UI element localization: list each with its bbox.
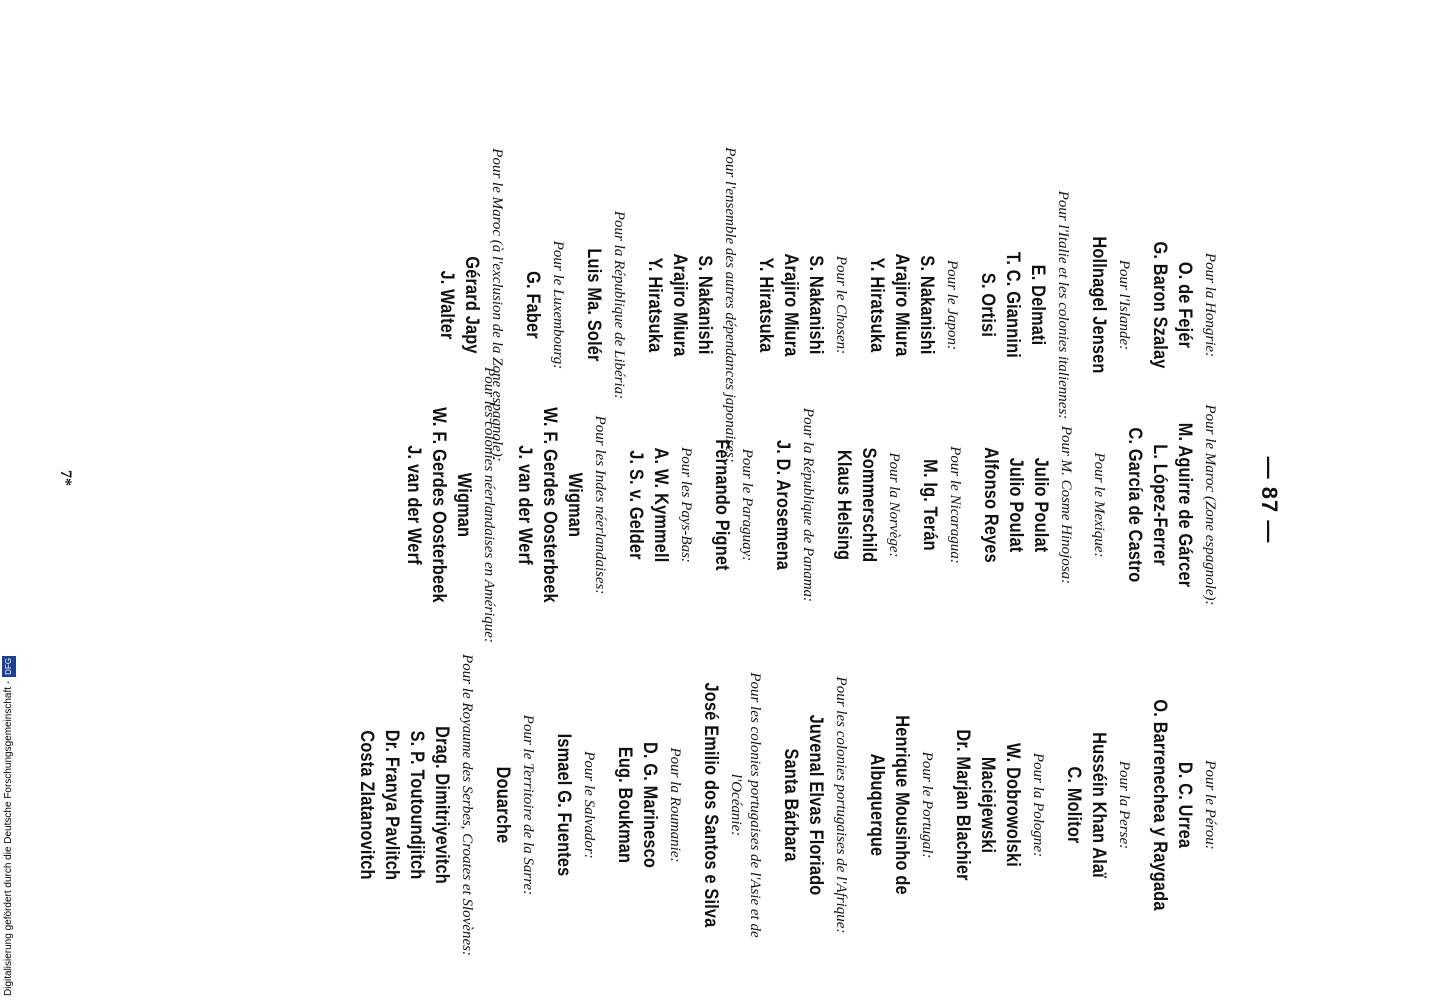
signatory-name: Arajiro Miura [780,253,801,357]
country-heading: Pour l'Islande: [1116,259,1132,351]
signatory-name: Arajiro Miura [891,253,912,357]
signatory-name: Wigman [453,472,474,538]
signatory-name: Luis Ma. Solér [583,248,604,362]
signatory-name: Hollnagel Jensen [1088,236,1109,374]
country-heading: Pour le Salvador: [581,751,597,859]
signature-block [551,645,598,965]
signatory-name: Eug. Boukman [614,746,635,864]
signatory-name: S. Ortisi [977,272,998,338]
signatory-name: O. de Fejér [1174,261,1195,349]
signatory-name: Fernando Pignet [711,439,732,571]
signatory-name: D. G. Marinesco [639,741,660,869]
signatory-name: Douarche [492,766,513,844]
signatory-name: Husséin Khan Alaï [1088,732,1109,878]
signatory-name: Maciejewski [977,756,998,854]
country-heading: Pour la Roumanie: [667,747,683,863]
signatory-name: Y. Hiratsuka [866,257,887,353]
signatory-name: W. Dobrowolski [1002,742,1023,868]
country-heading: Pour les colonies portugaises de l'Asie et de l'Océanie: [728,672,763,938]
banner-text-line [2,606,16,996]
signatory-name: L. López-Ferrer [1149,444,1170,566]
signatory-name: T. C. Giannini [1002,252,1023,358]
signature-block [978,345,1075,665]
signatory-name: M. Aguirre de Gárcer [1174,422,1195,588]
country-heading: Pour le Luxembourg: [550,240,566,370]
signatory-name: Ismael G. Fuentes [553,733,574,877]
signatory-name: J. S. v. Gelder [625,450,646,560]
signature-block [1147,645,1219,965]
signatory-name: O. Barrenechea y Raygada [1149,699,1170,911]
country-heading: Pour le Nicaragua: [947,446,963,564]
signatory-name: C. García de Castro [1124,427,1145,583]
country-heading: Pour le Japon: [944,260,960,350]
page-number: — 87 — [1257,456,1282,544]
signatory-name: Santa Bárbara [780,748,801,862]
signatory-name: Sommerschild [858,447,879,563]
signature-block [1089,345,1108,665]
signature-block [1061,645,1133,965]
country-heading: Pour M. Cosme Hinojosa: [1058,425,1074,585]
footer-mark: 7* [57,470,74,486]
country-heading: Pour la République de Libéria: [611,210,627,400]
signatory-name: Gérard Japy [461,256,482,354]
signatory-name: Drag. Dimitriyevitch [431,726,452,884]
country-heading: Pour la République de Panama: [800,407,816,603]
signatory-name: A. W. Kymmell [650,447,671,563]
digitization-banner [2,606,16,996]
signatory-name: Julio Poulat [1005,457,1026,553]
signatory-name: G. Faber [522,271,543,339]
country-heading: Pour la Norvège: [886,452,902,558]
country-heading: Pour le Pérou: [1202,760,1218,850]
signatory-name: Julio Poulat [1030,457,1051,553]
signatory-name: C. Molitor [1063,766,1084,844]
signatory-name: J. van der Werf [514,445,535,565]
dfg-logo: DFG [2,656,16,677]
signature-block [623,345,695,665]
signatory-name: Albuquerque [866,753,887,857]
country-heading: Pour les colonies portugaises de l'Afrique: [833,676,849,934]
signatory-name: S. Nakanishi [805,255,826,355]
signatory-name: M. Ig. Terán [919,459,940,551]
signatory-name: D. C. Urrea [1174,761,1195,849]
signatory-name: W. F. Gerdes Oosterbeek [428,407,449,603]
signatory-name: J. van der Werf [403,445,424,565]
signature-block [354,645,476,965]
signatory-name: J. Walter [436,270,457,340]
signature-block [778,645,850,965]
country-heading: Pour le Territoire de la Sarre: [520,714,536,896]
signatory-name: Henrique Mousinho de [891,715,912,895]
banner-text: Digitalisierung gefördert durch die Deutsche Forschungsgemeinschaft - [3,680,14,996]
country-heading: Pour le Royaume des Serbes, Croates et Slovènes: [459,654,475,956]
country-heading: Pour le Maroc (Zone espagnole): [1202,404,1218,606]
signature-block [1122,345,1219,665]
signatory-name: S. Nakanishi [916,255,937,355]
signatory-name: Klaus Helsing [833,449,854,561]
country-heading: Pour l'Italie et les colonies italiennes: [1055,190,1071,420]
signatory-name: Arajiro Miura [669,253,690,357]
country-heading: Pour la Hongrie: [1202,252,1218,358]
country-heading: Pour la Pologne: [1030,752,1046,858]
signatory-name: S. Nakanishi [694,255,715,355]
country-heading: Pour les Indes néerlandaises: [592,415,608,595]
signatory-name: Alfonso Reyes [980,447,1001,563]
signatory-name: J. D. Arosemena [772,439,793,571]
signatory-name: Juvenal Elvas Floriado [805,714,826,896]
signature-block [490,645,537,965]
signature-block [864,645,936,965]
signatory-name: Y. Hiratsuka [755,257,776,353]
signatory-name: S. P. Toutoundjitch [406,730,427,880]
country-heading: Pour la Perse: [1116,760,1132,850]
signatory-name: José Emilio dos Santos e Silva [700,682,721,928]
signatory-name: Dr. Franya Pavlitch [381,729,402,881]
signatory-name: Costa Zlatanovitch [356,730,377,880]
signature-block [917,345,964,665]
signature-block [698,645,764,965]
signature-block [770,345,817,665]
signature-column-right [340,645,1219,965]
signature-column-middle [387,345,1219,665]
signature-block [612,645,684,965]
country-heading: Pour le Paraguay: [739,448,755,562]
signatory-name: E. Delmati [1027,264,1048,346]
signatory-name: Y. Hiratsuka [644,257,665,353]
signatory-name: Dr. Marjan Blachier [952,729,973,881]
country-heading: Pour le Mexique: [1091,452,1107,558]
country-heading: Pour les colonies néerlandaises en Amérique: [481,367,497,643]
signature-block [950,645,1047,965]
signature-block [401,345,498,665]
country-heading: Pour le Portugal: [919,751,935,859]
country-heading: Pour les Pays-Bas: [678,447,694,563]
signature-block [512,345,609,665]
signature-block [709,345,756,665]
signatory-name: Wigman [564,472,585,538]
country-heading: Pour l'ensemble des autres dépendances japonaises: [722,147,738,463]
country-heading: Pour le Chosen: [833,255,849,355]
country-heading: Pour le Maroc (à l'exclusion de la Zone espagnole): [489,148,505,462]
signatory-name: G. Baron Szalay [1149,241,1170,369]
signature-block [831,345,903,665]
signatory-name: W. F. Gerdes Oosterbeek [539,407,560,603]
